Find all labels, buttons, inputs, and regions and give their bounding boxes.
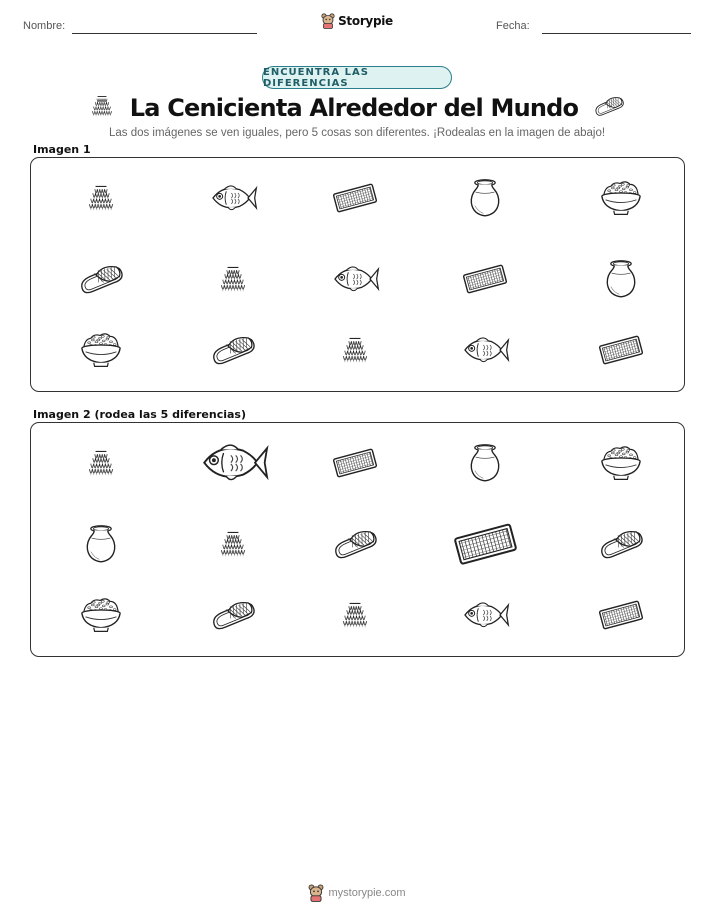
mat-icon[interactable] [450,520,521,568]
pot-icon[interactable] [84,522,118,566]
bear-logo-icon [308,884,324,902]
slipper-icon[interactable] [330,527,380,561]
date-label: Fecha: [496,20,530,32]
bear-logo-icon [321,13,335,29]
fish-icon [460,333,510,367]
fish-icon [330,262,380,296]
slipper-icon [592,94,626,122]
slipper-icon [76,262,126,296]
date-line[interactable] [542,33,691,34]
storypie-logo [0,13,714,29]
page-title: La Cenicienta Alrededor del Mundo [129,94,579,122]
image2-panel[interactable] [30,422,685,657]
rice-bowl-icon[interactable] [598,443,644,483]
fish-icon[interactable] [460,598,510,632]
title-row [0,92,714,124]
image1-panel [30,157,685,392]
slipper-icon [208,333,258,367]
mat-icon[interactable] [596,598,646,632]
name-line[interactable] [72,33,257,34]
image2-label: Imagen 2 (rodea las 5 diferencias) [33,408,247,421]
slipper-icon[interactable] [208,598,258,632]
skirt-icon [88,92,116,124]
pot-icon[interactable] [468,441,502,485]
mat-icon[interactable] [330,446,380,480]
worksheet-badge: ENCUENTRA LAS DIFERENCIAS [262,66,452,89]
skirt-icon[interactable] [216,524,250,564]
pot-icon [468,176,502,220]
skirt-icon[interactable] [338,595,372,635]
skirt-icon [84,178,118,218]
slipper-icon[interactable] [596,527,646,561]
mat-icon [330,181,380,215]
instructions: Las dos imágenes se ven iguales, pero 5 cosas son diferentes. ¡Rodealas en la imagen de abajo! [108,127,606,139]
mat-icon [596,333,646,367]
rice-bowl-icon[interactable] [78,595,124,635]
brand-name: Storypie [338,14,393,28]
skirt-icon [216,259,250,299]
image1-label: Imagen 1 [33,143,91,156]
footer-url[interactable]: mystorypie.com [328,887,406,899]
rice-bowl-icon [78,330,124,370]
name-label: Nombre: [23,20,66,32]
mat-icon [460,262,510,296]
pot-icon [604,257,638,301]
skirt-icon[interactable] [84,443,118,483]
fish-icon [208,181,258,215]
footer [0,884,714,902]
skirt-icon [338,330,372,370]
fish-icon[interactable] [197,438,270,487]
rice-bowl-icon [598,178,644,218]
